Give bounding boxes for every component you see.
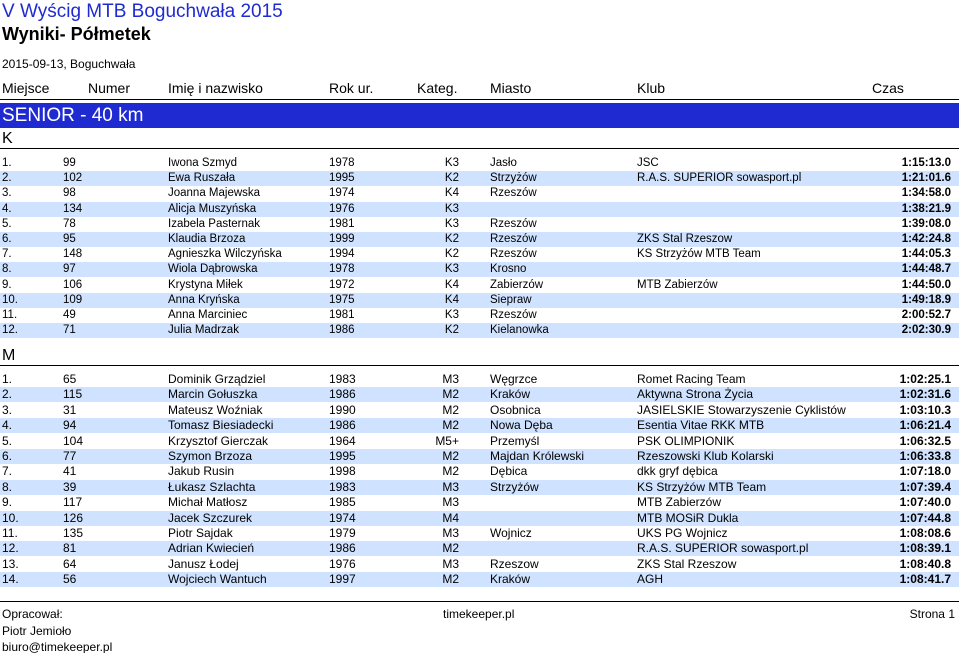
cell-imie: Wojciech Wantuch (168, 572, 267, 587)
cell-rok: 1985 (329, 495, 356, 510)
cell-rok: 1978 (329, 263, 355, 276)
cell-numer: 126 (63, 510, 84, 525)
cell-numer: 71 (63, 324, 76, 337)
cell-kat: K3 (444, 263, 459, 276)
cell-czas: 1:44:50.0 (901, 278, 951, 291)
cell-miejsce: 5. (2, 433, 13, 448)
cell-imie: Anna Marciniec (168, 309, 248, 321)
cell-rok: 1972 (329, 278, 355, 291)
cell-numer: 31 (63, 402, 77, 417)
cell-miejsce: 9. (2, 278, 12, 291)
cell-miejsce: 10. (2, 510, 19, 525)
table-row (0, 511, 959, 526)
cell-kat: M2 (442, 449, 459, 463)
cell-rok: 1976 (329, 556, 356, 571)
cell-numer: 49 (63, 309, 76, 321)
table-row (0, 387, 959, 402)
cell-kat: M3 (442, 372, 459, 386)
cell-czas: 1:06:32.5 (899, 433, 951, 448)
cell-miejsce: 6. (2, 449, 13, 463)
cell-klub: UKS PG Wojnicz (637, 526, 728, 540)
cell-czas: 1:07:40.0 (899, 495, 951, 510)
cell-miasto: Nowa Dęba (490, 418, 553, 433)
cell-numer: 95 (63, 233, 76, 245)
cell-klub: R.A.S. SUPERIOR sowasport.pl (637, 172, 802, 185)
cell-czas: 1:07:44.8 (899, 510, 951, 525)
cell-klub: KS Strzyżów MTB Team (637, 248, 761, 261)
cell-miasto: Rzeszow (490, 556, 539, 571)
cell-klub: MTB Zabierzów (637, 278, 718, 291)
cell-kat: M4 (442, 510, 459, 525)
cell-rok: 1986 (329, 387, 356, 402)
section-label: K (2, 130, 13, 147)
cell-numer: 106 (63, 278, 83, 291)
cell-rok: 1983 (329, 372, 356, 386)
cell-czas: 1:49:18.9 (901, 293, 951, 306)
cell-kat: M3 (442, 556, 459, 571)
cell-miejsce: 14. (2, 572, 19, 587)
footer-prepared-name: Piotr Jemioło (2, 624, 72, 638)
cell-klub: ZKS Stal Rzeszow (637, 556, 737, 571)
cell-imie: Julia Madrzak (168, 324, 239, 337)
cell-numer: 77 (63, 449, 77, 463)
cell-numer: 104 (63, 433, 84, 448)
cell-numer: 65 (63, 372, 77, 386)
cell-kat: K3 (444, 157, 459, 169)
cell-kat: K3 (444, 309, 459, 321)
cell-miasto: Majdan Królewski (490, 449, 585, 463)
table-row (0, 156, 959, 171)
cell-miasto: Strzyżów (490, 172, 537, 185)
cell-rok: 1981 (329, 309, 355, 321)
cell-imie: Anna Kryńska (168, 293, 240, 306)
cell-numer: 64 (63, 556, 77, 571)
cell-czas: 1:08:40.8 (899, 556, 951, 571)
table-row (0, 449, 959, 464)
column-header-miejsce: Miejsce (2, 80, 50, 96)
table-row (0, 372, 959, 387)
cell-miejsce: 4. (2, 418, 13, 433)
table-row (0, 464, 959, 479)
table-row (0, 418, 959, 433)
cell-imie: Szymon Brzoza (168, 449, 253, 463)
cell-numer: 135 (63, 526, 84, 540)
date-location: 2015-09-13, Boguchwała (2, 57, 136, 71)
cell-kat: M2 (442, 387, 459, 402)
cell-rok: 1978 (329, 157, 355, 169)
cell-imie: Krzysztof Gierczak (168, 433, 269, 448)
footer-email: biuro@timekeeper.pl (2, 640, 113, 653)
cell-imie: Izabela Pasternak (168, 217, 261, 230)
cell-rok: 1995 (329, 172, 355, 185)
cell-miasto: Strzyżów (490, 479, 539, 494)
cell-czas: 1:07:39.4 (899, 479, 951, 494)
column-header-czas: Czas (872, 80, 904, 96)
category-label: SENIOR - 40 km (2, 105, 144, 126)
cell-rok: 1986 (329, 541, 356, 556)
cell-rok: 1998 (329, 464, 356, 479)
column-header-rok: Rok ur. (329, 80, 374, 96)
table-row (0, 541, 959, 556)
cell-kat: M3 (442, 495, 459, 510)
table-row (0, 262, 959, 277)
cell-czas: 1:44:48.7 (901, 263, 951, 276)
cell-miasto: Wojnicz (490, 526, 532, 540)
table-row (0, 308, 959, 323)
cell-miejsce: 1. (2, 372, 13, 386)
cell-imie: Jakub Rusin (168, 464, 235, 479)
cell-miejsce: 3. (2, 402, 13, 417)
cell-imie: Ewa Ruszała (168, 172, 236, 185)
cell-rok: 1990 (329, 402, 356, 417)
cell-rok: 1994 (329, 248, 355, 261)
footer-page-number: Strona 1 (909, 607, 955, 621)
table-row (0, 293, 959, 308)
cell-imie: Klaudia Brzoza (168, 233, 246, 245)
cell-miasto: Rzeszów (490, 217, 537, 230)
cell-miejsce: 7. (2, 464, 13, 479)
cell-kat: K2 (444, 172, 459, 185)
column-header-klub: Klub (637, 80, 666, 96)
cell-miejsce: 8. (2, 263, 12, 276)
cell-kat: K3 (444, 202, 459, 215)
cell-kat: M5+ (435, 433, 459, 448)
cell-rok: 1983 (329, 479, 356, 494)
cell-klub: Esentia Vitae RKK MTB (637, 418, 765, 433)
cell-miejsce: 4. (2, 202, 12, 215)
cell-numer: 39 (63, 479, 77, 494)
cell-imie: Wiola Dąbrowska (168, 263, 258, 276)
cell-czas: 1:06:33.8 (899, 449, 951, 463)
cell-imie: Alicja Muszyńska (168, 202, 257, 215)
cell-miejsce: 12. (2, 324, 18, 337)
cell-numer: 148 (63, 248, 83, 261)
cell-rok: 1974 (329, 510, 356, 525)
cell-miasto: Osobnica (490, 402, 541, 417)
footer-divider (0, 601, 959, 602)
cell-imie: Tomasz Biesiadecki (168, 418, 274, 433)
cell-miejsce: 13. (2, 556, 19, 571)
cell-miasto: Zabierzów (490, 278, 544, 291)
table-row (0, 480, 959, 495)
cell-kat: K4 (444, 278, 459, 291)
cell-imie: Agnieszka Wilczyńska (168, 248, 282, 261)
cell-rok: 1999 (329, 233, 355, 245)
cell-miasto: Jasło (490, 157, 517, 169)
cell-klub: dkk gryf dębica (637, 464, 718, 479)
cell-miasto: Kraków (490, 572, 531, 587)
cell-miasto: Rzeszów (490, 187, 537, 200)
results-subtitle: Wyniki- Półmetek (2, 24, 151, 44)
cell-czas: 1:02:31.6 (899, 387, 951, 402)
cell-czas: 1:08:39.1 (899, 541, 951, 556)
cell-numer: 102 (63, 172, 83, 185)
column-header-imie: Imię i nazwisko (168, 80, 263, 96)
cell-rok: 1986 (329, 324, 355, 337)
cell-kat: K4 (444, 187, 459, 200)
cell-rok: 1964 (329, 433, 356, 448)
cell-miasto: Przemyśl (490, 433, 540, 448)
table-row (0, 323, 959, 338)
cell-rok: 1975 (329, 293, 355, 306)
column-header-miasto: Miasto (490, 80, 532, 96)
cell-numer: 94 (63, 418, 77, 433)
cell-klub: JSC (637, 157, 659, 169)
cell-imie: Dominik Grządziel (168, 372, 266, 386)
table-row (0, 557, 959, 572)
cell-klub: R.A.S. SUPERIOR sowasport.pl (637, 541, 809, 556)
cell-miasto: Kraków (490, 387, 531, 402)
section-label: M (2, 347, 16, 364)
cell-miejsce: 6. (2, 233, 12, 245)
cell-kat: M2 (442, 541, 459, 556)
column-header-kateg: Kateg. (417, 80, 458, 96)
cell-czas: 2:00:52.7 (901, 309, 951, 321)
table-row (0, 247, 959, 262)
cell-numer: 41 (63, 464, 77, 479)
cell-kat: M3 (442, 479, 459, 494)
cell-miasto: Rzeszów (490, 309, 537, 321)
cell-miasto: Kielanowka (490, 324, 549, 337)
cell-numer: 99 (63, 157, 76, 169)
cell-kat: K2 (444, 248, 459, 261)
cell-rok: 1997 (329, 572, 356, 587)
cell-numer: 117 (63, 495, 83, 510)
cell-miejsce: 2. (2, 387, 13, 402)
table-row (0, 171, 959, 186)
cell-kat: M2 (442, 464, 459, 479)
cell-numer: 109 (63, 293, 83, 306)
cell-miejsce: 10. (2, 293, 18, 306)
cell-imie: Łukasz Szlachta (168, 479, 256, 494)
cell-klub: MTB MOSiR Dukla (637, 510, 739, 525)
cell-klub: KS Strzyżów MTB Team (637, 479, 767, 494)
column-header-row (0, 79, 959, 100)
cell-imie: Mateusz Woźniak (168, 402, 263, 417)
table-row (0, 495, 959, 510)
cell-miejsce: 1. (2, 157, 12, 169)
cell-czas: 1:15:13.0 (901, 157, 951, 169)
cell-numer: 98 (63, 187, 76, 200)
cell-miasto: Rzeszów (490, 233, 537, 245)
cell-czas: 1:44:05.3 (901, 248, 951, 261)
cell-czas: 1:38:21.9 (901, 202, 951, 215)
category-banner (0, 103, 959, 128)
cell-imie: Marcin Gołuszka (168, 387, 258, 402)
cell-czas: 1:06:21.4 (899, 418, 951, 433)
cell-miejsce: 5. (2, 217, 12, 230)
table-row (0, 232, 959, 247)
cell-imie: Janusz Łodej (168, 556, 239, 571)
cell-czas: 1:02:25.1 (899, 372, 951, 386)
cell-czas: 1:34:58.0 (901, 187, 951, 200)
cell-kat: K3 (444, 217, 459, 230)
cell-klub: ZKS Stal Rzeszow (637, 233, 733, 245)
cell-miasto: Siepraw (490, 293, 532, 306)
cell-kat: M2 (442, 418, 459, 433)
table-row (0, 186, 959, 201)
cell-czas: 1:08:41.7 (899, 572, 951, 587)
cell-imie: Piotr Sajdak (168, 526, 233, 540)
cell-miejsce: 3. (2, 187, 12, 200)
cell-czas: 1:07:18.0 (899, 464, 951, 479)
cell-miasto: Dębica (490, 464, 528, 479)
cell-miejsce: 7. (2, 248, 12, 261)
cell-miasto: Rzeszów (490, 248, 537, 261)
cell-czas: 1:03:10.3 (899, 402, 951, 417)
cell-kat: M2 (442, 572, 459, 587)
cell-miasto: Węgrzce (490, 372, 538, 386)
cell-rok: 1995 (329, 449, 356, 463)
cell-kat: M2 (442, 402, 459, 417)
table-row (0, 434, 959, 449)
cell-rok: 1979 (329, 526, 356, 540)
cell-czas: 1:42:24.8 (901, 233, 951, 245)
cell-kat: K2 (444, 324, 459, 337)
cell-miejsce: 12. (2, 541, 19, 556)
cell-imie: Michał Matłosz (168, 495, 248, 510)
column-header-numer: Numer (88, 80, 131, 96)
cell-klub: JASIELSKIE Stowarzyszenie Cyklistów (637, 402, 846, 417)
table-row (0, 403, 959, 418)
cell-miejsce: 2. (2, 172, 12, 185)
cell-imie: Krystyna Miłek (168, 278, 243, 291)
table-row (0, 526, 959, 541)
section-header (0, 129, 959, 149)
cell-miejsce: 9. (2, 495, 13, 510)
cell-numer: 134 (63, 202, 83, 215)
cell-czas: 1:39:08.0 (901, 217, 951, 230)
cell-rok: 1976 (329, 202, 355, 215)
cell-imie: Jacek Szczurek (168, 510, 253, 525)
cell-numer: 78 (63, 217, 76, 230)
cell-czas: 2:02:30.9 (901, 324, 951, 337)
cell-kat: K2 (444, 233, 459, 245)
cell-numer: 56 (63, 572, 77, 587)
cell-numer: 81 (63, 541, 77, 556)
footer-site: timekeeper.pl (443, 607, 515, 621)
cell-miejsce: 11. (2, 309, 18, 321)
cell-imie: Joanna Majewska (168, 187, 261, 200)
footer-prepared-label: Opracował: (2, 607, 63, 621)
cell-klub: MTB Zabierzów (637, 495, 722, 510)
cell-miasto: Krosno (490, 263, 527, 276)
cell-klub: AGH (637, 572, 664, 587)
cell-rok: 1974 (329, 187, 355, 200)
table-row (0, 572, 959, 587)
cell-czas: 1:08:08.6 (899, 526, 951, 540)
section-header (0, 346, 959, 366)
table-row (0, 278, 959, 293)
cell-imie: Adrian Kwiecień (168, 541, 255, 556)
table-row (0, 217, 959, 232)
cell-kat: K4 (444, 293, 459, 306)
cell-imie: Iwona Szmyd (168, 157, 238, 169)
cell-klub: Rzeszowski Klub Kolarski (637, 449, 774, 463)
cell-miejsce: 11. (2, 526, 18, 540)
table-row (0, 202, 959, 217)
cell-miejsce: 8. (2, 479, 13, 494)
cell-rok: 1981 (329, 217, 355, 230)
cell-kat: M3 (442, 526, 459, 540)
cell-rok: 1986 (329, 418, 356, 433)
cell-klub: PSK OLIMPIONIK (637, 433, 735, 448)
cell-klub: Romet Racing Team (637, 372, 746, 386)
cell-czas: 1:21:01.6 (901, 172, 951, 185)
cell-numer: 97 (63, 263, 76, 276)
cell-klub: Aktywna Strona Życia (637, 387, 754, 402)
cell-numer: 115 (63, 387, 83, 402)
event-title: V Wyścig MTB Boguchwała 2015 (2, 1, 283, 22)
